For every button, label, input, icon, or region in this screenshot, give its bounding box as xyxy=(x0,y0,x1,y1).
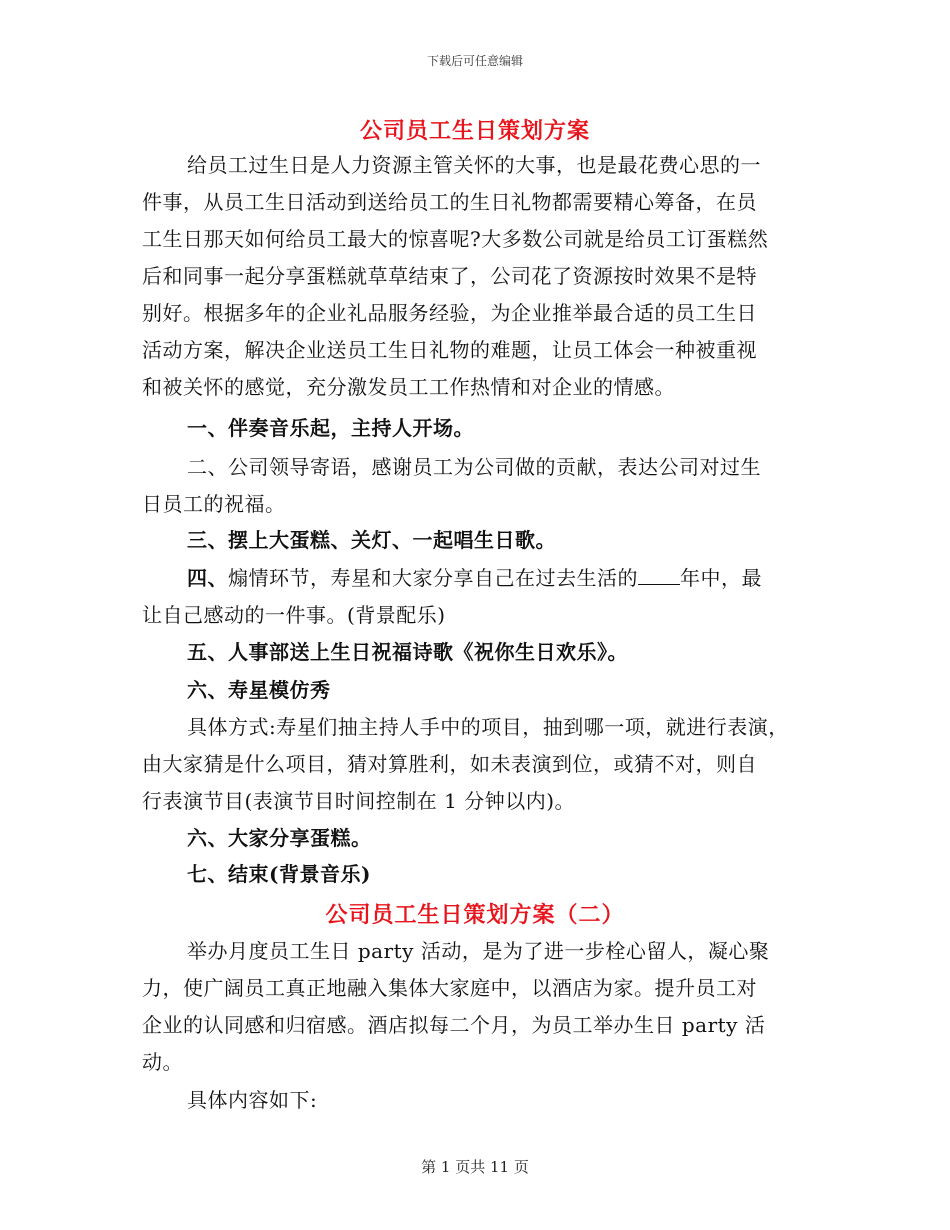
intro-paragraph xyxy=(142,147,822,406)
section-2-content-label xyxy=(142,1082,822,1119)
agenda-item-3 xyxy=(142,522,822,559)
agenda-item-8 xyxy=(142,856,822,893)
paragraph-line: 举办月度员工生日 party 活动，是为了进一步栓心留人，凝心聚 xyxy=(187,939,770,963)
item-number: 四、 xyxy=(187,566,228,590)
paragraph-line: 动。 xyxy=(142,1050,183,1074)
agenda-item-5 xyxy=(142,634,822,671)
paragraph-line: 日员工的祝福。 xyxy=(142,492,286,516)
agenda-item-2 xyxy=(142,449,822,523)
paragraph-line: 具体内容如下: xyxy=(187,1088,318,1112)
paragraph-line: 后和同事一起分享蛋糕就草草结束了，公司花了资源按时效果不是特 xyxy=(142,264,757,288)
paragraph-line: 二、公司领导寄语，感谢员工为公司做的贡献，表达公司对过生 xyxy=(187,455,761,479)
paragraph-line: 五、人事部送上生日祝福诗歌《祝你生日欢乐》。 xyxy=(187,640,628,664)
agenda-item-6 xyxy=(142,672,822,709)
paragraph-line: 一、伴奏音乐起，主持人开场。 xyxy=(187,416,474,440)
paragraph-line: 和被关怀的感觉，充分激发员工工作热情和对企业的情感。 xyxy=(142,375,675,399)
paragraph-line: 六、大家分享蛋糕。 xyxy=(187,826,372,850)
fill-in-blank xyxy=(638,566,680,585)
paragraph-line: 由大家猜是什么项目，猜对算胜利，如未表演到位，或猜不对，则自 xyxy=(142,752,757,776)
paragraph-line: 给员工过生日是人力资源主管关怀的大事，也是最花费心思的一 xyxy=(187,153,761,177)
paragraph-line: 力，使广阔员工真正地融入集体大家庭中，以酒店为家。提升员工对 xyxy=(142,976,757,1000)
item-text: 年中，最 xyxy=(680,566,762,590)
paragraph-line: 件事，从员工生日活动到送给员工的生日礼物都需要精心筹备，在员 xyxy=(142,190,757,214)
page-number-footer: 第 1 页共 11 页 xyxy=(421,1158,529,1176)
document-title: 公司员工生日策划方案 xyxy=(359,118,590,144)
agenda-item-1 xyxy=(142,410,822,447)
paragraph-line xyxy=(142,560,822,597)
item-text: 煽情环节，寿星和大家分享自己在过去生活的 xyxy=(228,566,638,590)
paragraph-line: 工生日那天如何给员工最大的惊喜呢?大多数公司就是给员工订蛋糕然 xyxy=(142,227,769,251)
agenda-item-7 xyxy=(142,820,822,857)
paragraph-line: 别好。根据多年的企业礼品服务经验，为企业推举最合适的员工生日 xyxy=(142,301,757,325)
agenda-item-6-detail xyxy=(142,709,822,820)
paragraph-line: 企业的认同感和归宿感。酒店拟每二个月，为员工举办生日 party 活 xyxy=(142,1013,766,1037)
section-2-title: 公司员工生日策划方案（二） xyxy=(325,902,625,928)
page-header-note: 下载后可任意编辑 xyxy=(426,54,523,68)
paragraph-line: 三、摆上大蛋糕、关灯、一起唱生日歌。 xyxy=(187,528,556,552)
agenda-item-4 xyxy=(142,560,822,634)
paragraph-line: 行表演节目(表演节目时间控制在 1 分钟以内)。 xyxy=(142,789,576,813)
paragraph-line: 让自己感动的一件事。(背景配乐) xyxy=(142,603,446,627)
section-2-intro xyxy=(142,933,822,1081)
paragraph-line: 七、结束(背景音乐) xyxy=(187,862,371,886)
paragraph-line: 活动方案，解决企业送员工生日礼物的难题，让员工体会一种被重视 xyxy=(142,338,757,362)
paragraph-line: 具体方式:寿星们抽主持人手中的项目，抽到哪一项，就进行表演， xyxy=(187,715,789,739)
paragraph-line: 六、寿星模仿秀 xyxy=(187,678,331,702)
